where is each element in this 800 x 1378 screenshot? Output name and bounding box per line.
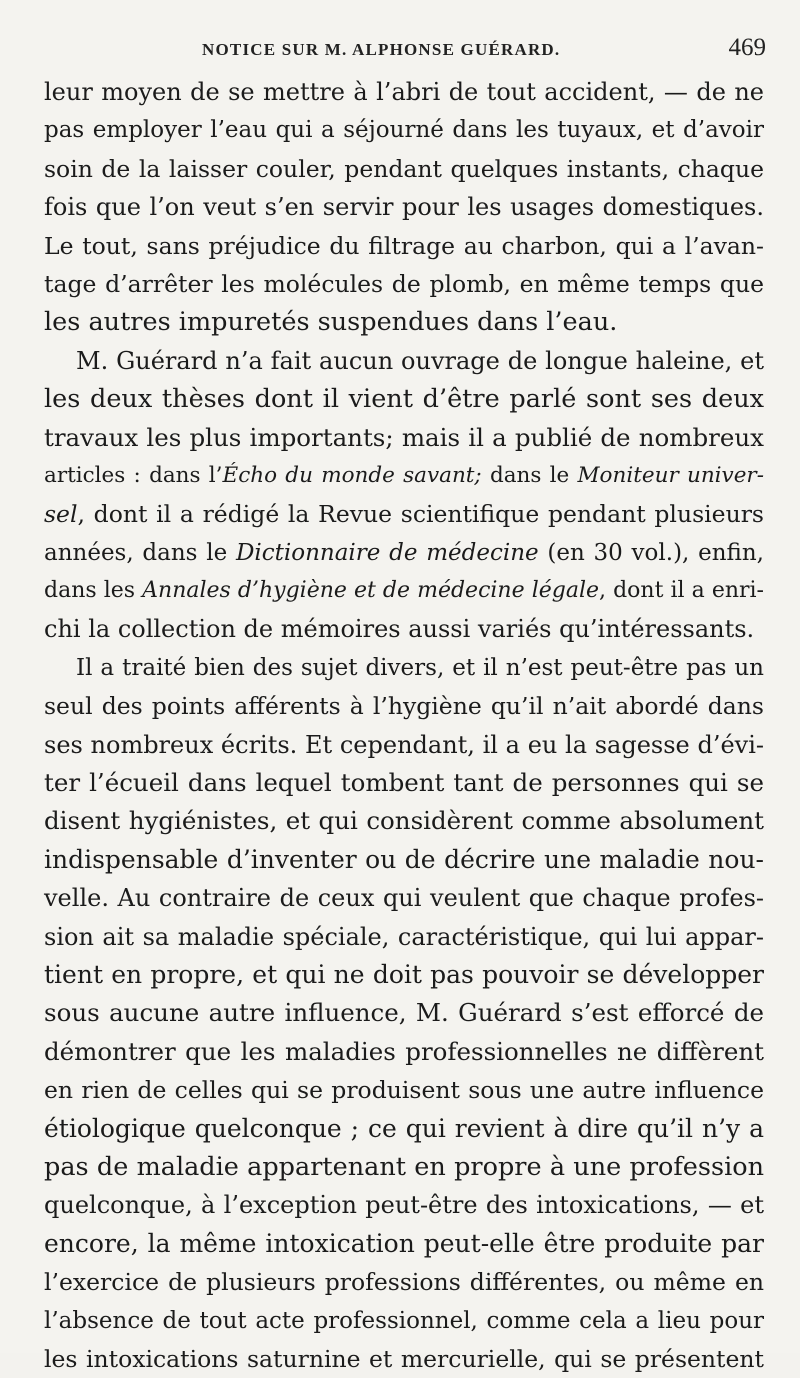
text-segment: disent hygiénistes, et qui considèrent comme absolument (44, 806, 764, 836)
running-title: NOTICE SUR M. ALPHONSE GUÉRARD. (202, 40, 561, 59)
text-line (44, 495, 764, 533)
text-line (44, 572, 764, 610)
text-line (44, 1186, 764, 1224)
text-line (44, 918, 764, 956)
italic-title: Écho du monde savant; (222, 462, 482, 488)
text-segment: M. Guérard n’a fait aucun ouvrage de longue haleine, et (76, 346, 764, 375)
text-segment: l’exercice de plusieurs professions différentes, ou même en (44, 1268, 764, 1297)
text-segment: articles : dans l’ (44, 462, 223, 488)
text-segment: ses nombreux écrits. Et cependant, il a eu la sagesse d’évi- (44, 730, 764, 759)
text-line (44, 687, 764, 725)
text-segment: chi la collection de mémoires aussi variés qu’intéressants. (44, 615, 755, 644)
text-segment: l’absence de tout acte professionnel, comme cela a lieu pour (44, 1307, 764, 1334)
text-line (44, 457, 764, 495)
text-line (44, 265, 764, 303)
text-segment: sion ait sa maladie spéciale, caractéristique, qui lui appar- (44, 922, 764, 951)
text-segment: dans le (481, 462, 578, 488)
text-segment: indispensable d’inventer ou de décrire une maladie nou- (44, 844, 764, 874)
text-segment: travaux les plus importants; mais il a publié de nombreux (44, 422, 764, 452)
text-segment: tient en propre, et qui ne doit pas pouvoir se développer (44, 959, 764, 989)
text-segment: , dont il a enri- (599, 578, 764, 604)
text-segment: soin de la laisser couler, pendant quelques instants, chaque (44, 154, 764, 183)
text-segment: les autres impuretés suspendues dans l’eau. (44, 307, 618, 338)
text-line (44, 73, 764, 111)
italic-title: Annales d’hygiène et de médecine légale (142, 578, 600, 604)
text-segment: seul des points afférents à l’hygiène qu’il n’ait abordé dans (44, 692, 764, 721)
text-line (44, 1263, 764, 1301)
text-line (44, 649, 764, 687)
text-segment: leur moyen de se mettre à l’abri de tout accident, — de ne (44, 78, 764, 106)
text-line (44, 1340, 764, 1378)
text-segment: Il a traité bien des sujet divers, et il n’est peut-être pas un (76, 654, 764, 681)
text-line (44, 188, 764, 226)
text-line (44, 534, 764, 572)
text-line (44, 956, 764, 994)
text-segment: dans les (44, 578, 143, 604)
text-segment: sous aucune autre influence, M. Guérard s’est efforcé de (44, 998, 764, 1028)
text-segment: velle. Au contraire de ceux qui veulent que chaque profes- (44, 884, 764, 913)
text-segment: ter l’écueil dans lequel tombent tant de personnes qui se (44, 768, 764, 798)
text-line (44, 111, 764, 149)
text-segment: pas employer l’eau qui a séjourné dans les tuyaux, et d’avoir (44, 117, 764, 144)
text-line (44, 419, 764, 457)
italic-title: sel (44, 500, 78, 529)
text-line (44, 1302, 764, 1340)
text-line (44, 841, 764, 879)
text-segment: les deux thèses dont il vient d’être parlé sont ses deux (44, 384, 764, 415)
text-line (44, 764, 764, 802)
text-line (44, 1071, 764, 1109)
text-segment: démontrer que les maladies professionnelles ne diffèrent (44, 1036, 764, 1066)
text-segment: tage d’arrêter les molécules de plomb, en même temps que (44, 269, 764, 298)
text-line (44, 879, 764, 917)
page-number: 469 (728, 34, 766, 61)
text-segment: fois que l’on veut s’en servir pour les usages domestiques. (44, 193, 764, 222)
text-segment: (en 30 vol.), enfin, (538, 539, 764, 566)
text-line (44, 610, 764, 648)
body-text (44, 73, 764, 1378)
text-segment: en rien de celles qui se produisent sous une autre influence (44, 1076, 764, 1105)
text-line (44, 227, 764, 265)
italic-title: Moniteur univer- (577, 462, 764, 488)
text-segment: pas de maladie appartenant en propre à une profession (44, 1151, 764, 1182)
text-segment: quelconque, à l’exception peut-être des intoxications, — et (44, 1191, 764, 1220)
text-segment: Le tout, sans préjudice du filtrage au charbon, qui a l’avan- (44, 231, 764, 260)
italic-title: Dictionnaire de médecine (235, 539, 539, 566)
text-segment: les intoxications saturnine et mercurielle, qui se présentent (44, 1344, 764, 1373)
text-line (44, 1225, 764, 1263)
text-segment: étiologique quelconque ; ce qui revient à dire qu’il n’y a (44, 1113, 764, 1143)
text-line (44, 994, 764, 1032)
text-line (44, 802, 764, 840)
text-line (44, 1033, 764, 1071)
text-line (44, 1110, 764, 1148)
text-segment: encore, la même intoxication peut-elle être produite par (44, 1228, 764, 1258)
text-line (44, 380, 764, 418)
text-line (44, 303, 764, 341)
text-line (44, 726, 764, 764)
text-line (44, 342, 764, 380)
text-line (44, 1148, 764, 1186)
text-segment: , dont il a rédigé la Revue scientifique pendant plusieurs (77, 500, 764, 529)
text-segment: années, dans le (44, 539, 236, 566)
text-line (44, 150, 764, 188)
